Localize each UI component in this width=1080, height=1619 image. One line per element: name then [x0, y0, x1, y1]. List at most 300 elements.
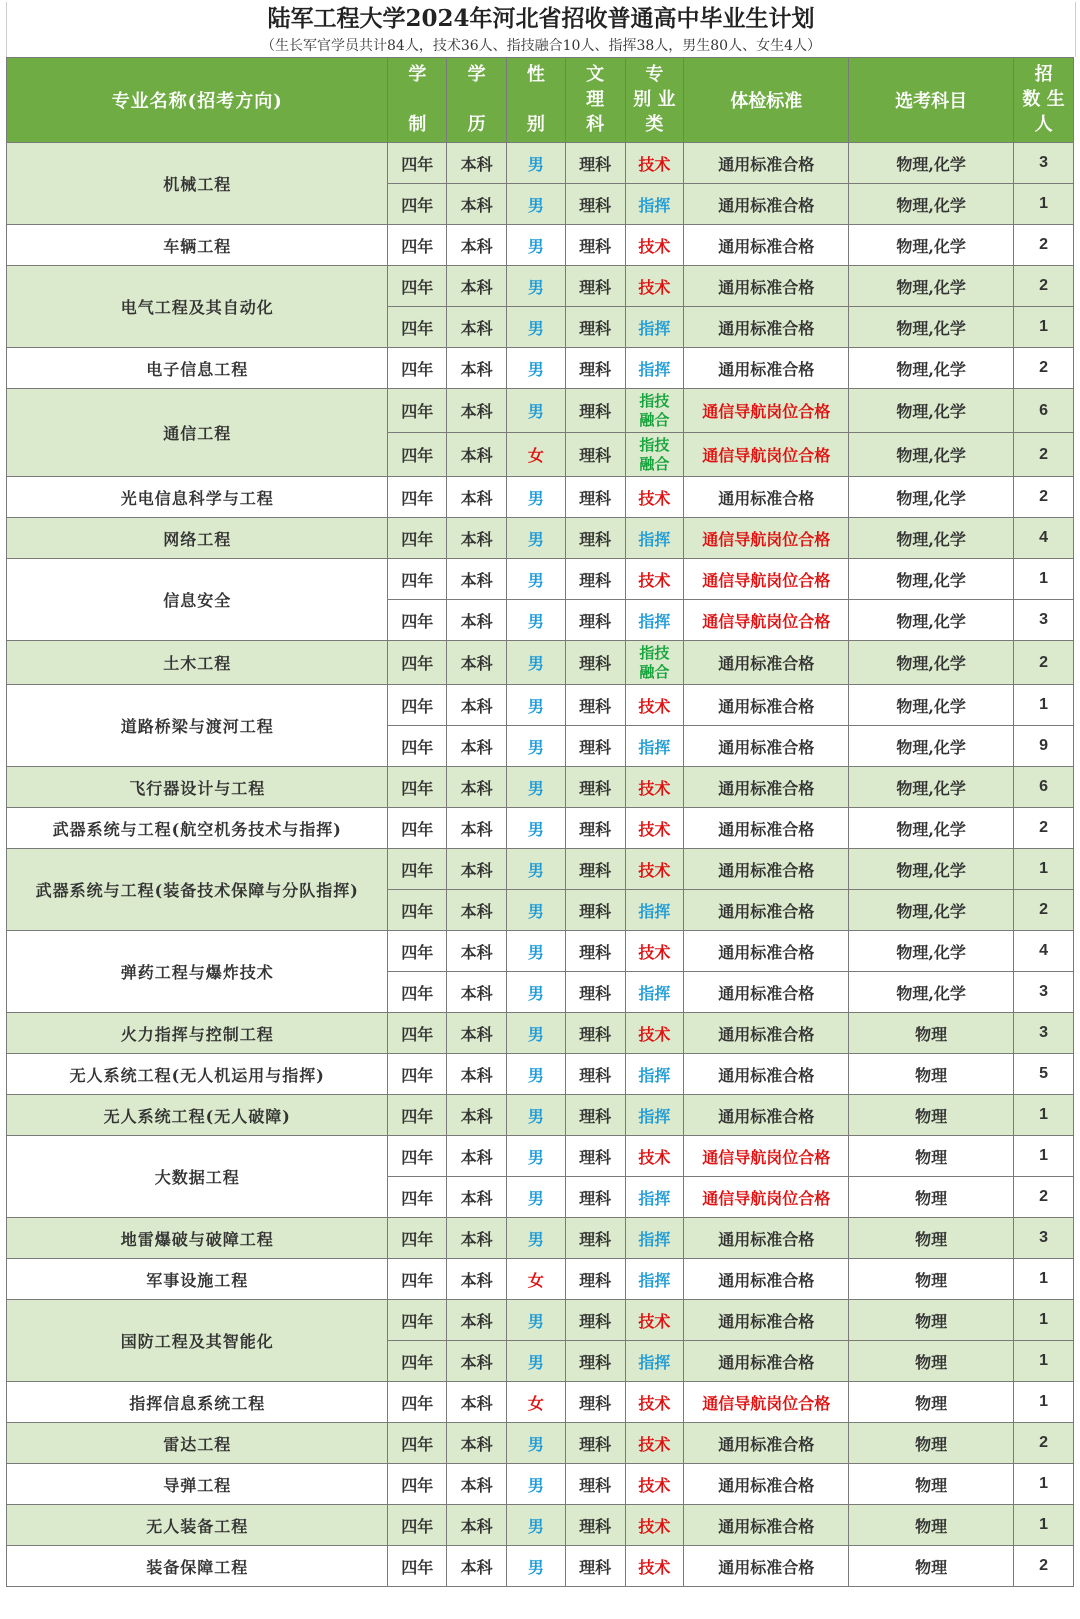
- cell-count: 4: [1014, 931, 1074, 972]
- header-count: [1014, 58, 1074, 143]
- cell-physical: 通用标准合格: [684, 184, 849, 225]
- table-body: [7, 143, 1074, 1587]
- cell-major: 装备保障工程: [7, 1546, 388, 1587]
- cell-category: 技术: [625, 1546, 684, 1587]
- cell-gender: 男: [506, 184, 565, 225]
- cell-track: 理科: [565, 348, 625, 389]
- cell-major: 电气工程及其自动化: [7, 266, 388, 348]
- cell-gender: 女: [506, 1382, 565, 1423]
- cell-category: [625, 433, 684, 477]
- table-row: [7, 518, 1074, 559]
- cell-category: 技术: [625, 767, 684, 808]
- cell-subjects: 物理,化学: [849, 559, 1014, 600]
- cell-subjects: 物理,化学: [849, 348, 1014, 389]
- cell-physical: 通用标准合格: [684, 225, 849, 266]
- cell-count: 1: [1014, 849, 1074, 890]
- cell-gender: 男: [506, 808, 565, 849]
- cell-physical: 通用标准合格: [684, 641, 849, 685]
- cell-length: 四年: [388, 1382, 447, 1423]
- header-degree-line-2: 历: [467, 114, 486, 135]
- cell-track: 理科: [565, 808, 625, 849]
- cell-track: 理科: [565, 518, 625, 559]
- cell-category: 技术: [625, 685, 684, 726]
- cell-major: 无人系统工程(无人机运用与指挥): [7, 1054, 388, 1095]
- cell-count: 1: [1014, 1341, 1074, 1382]
- cell-major: 光电信息科学与工程: [7, 477, 388, 518]
- cell-category: 技术: [625, 931, 684, 972]
- cell-major: 国防工程及其智能化: [7, 1300, 388, 1382]
- table-row: [7, 641, 1074, 685]
- table-row: [7, 1013, 1074, 1054]
- cell-degree: 本科: [447, 808, 507, 849]
- cell-count: 1: [1014, 559, 1074, 600]
- cell-degree: 本科: [447, 1136, 507, 1177]
- cell-category: 指挥: [625, 1218, 684, 1259]
- cell-gender: 男: [506, 518, 565, 559]
- cell-gender: 男: [506, 559, 565, 600]
- cell-subjects: 物理: [849, 1382, 1014, 1423]
- cell-gender: 男: [506, 225, 565, 266]
- table-row: [7, 1259, 1074, 1300]
- cell-length: 四年: [388, 477, 447, 518]
- cell-subjects: 物理,化学: [849, 143, 1014, 184]
- cell-count: 4: [1014, 518, 1074, 559]
- cell-degree: 本科: [447, 972, 507, 1013]
- cell-subjects: 物理,化学: [849, 389, 1014, 433]
- cell-subjects: 物理,化学: [849, 726, 1014, 767]
- cell-degree: 本科: [447, 767, 507, 808]
- page-title: 陆军工程大学2024年河北省招收普通高中毕业生计划: [6, 2, 1076, 36]
- cell-major: 电子信息工程: [7, 348, 388, 389]
- cell-gender: 男: [506, 348, 565, 389]
- cell-length: 四年: [388, 1259, 447, 1300]
- cell-gender: 男: [506, 307, 565, 348]
- cell-degree: 本科: [447, 1423, 507, 1464]
- table-row: [7, 143, 1074, 184]
- header-count-line-2: 数 生: [1022, 89, 1065, 110]
- cell-degree: 本科: [447, 890, 507, 931]
- cell-gender: 男: [506, 266, 565, 307]
- cell-gender: 男: [506, 1464, 565, 1505]
- cell-degree: 本科: [447, 1177, 507, 1218]
- cell-physical: 通用标准合格: [684, 1505, 849, 1546]
- cell-count: 1: [1014, 1259, 1074, 1300]
- cell-major: 导弹工程: [7, 1464, 388, 1505]
- cell-track: 理科: [565, 1136, 625, 1177]
- cell-major: 土木工程: [7, 641, 388, 685]
- table-row: [7, 1546, 1074, 1587]
- cell-major: 弹药工程与爆炸技术: [7, 931, 388, 1013]
- header-count-line-1: 招: [1034, 64, 1053, 85]
- cell-track: 理科: [565, 1505, 625, 1546]
- cell-subjects: 物理: [849, 1423, 1014, 1464]
- cell-physical: 通用标准合格: [684, 348, 849, 389]
- cell-category: 指挥: [625, 890, 684, 931]
- cell-major: 无人装备工程: [7, 1505, 388, 1546]
- cell-count: 3: [1014, 143, 1074, 184]
- cell-length: 四年: [388, 518, 447, 559]
- cell-track: 理科: [565, 1546, 625, 1587]
- cell-physical: 通用标准合格: [684, 1054, 849, 1095]
- cell-subjects: 物理,化学: [849, 849, 1014, 890]
- cell-physical: 通用标准合格: [684, 1013, 849, 1054]
- cell-category: 技术: [625, 849, 684, 890]
- cell-degree: 本科: [447, 931, 507, 972]
- cell-category: 指挥: [625, 726, 684, 767]
- cell-gender: 男: [506, 1546, 565, 1587]
- cell-length: 四年: [388, 389, 447, 433]
- cell-count: 1: [1014, 1382, 1074, 1423]
- table-row: [7, 808, 1074, 849]
- cell-length: 四年: [388, 348, 447, 389]
- cell-track: 理科: [565, 1300, 625, 1341]
- cell-physical: 通信导航岗位合格: [684, 600, 849, 641]
- cell-category: 技术: [625, 1013, 684, 1054]
- cell-subjects: 物理,化学: [849, 600, 1014, 641]
- cell-count: 2: [1014, 1177, 1074, 1218]
- header-degree-line-1: 学: [467, 64, 486, 85]
- cell-category-line: 融合: [639, 454, 670, 473]
- cell-count: 2: [1014, 890, 1074, 931]
- table-row: [7, 931, 1074, 972]
- cell-subjects: 物理: [849, 1054, 1014, 1095]
- cell-length: 四年: [388, 1505, 447, 1546]
- cell-category: 技术: [625, 143, 684, 184]
- cell-category-line: 指技: [639, 391, 670, 410]
- cell-degree: 本科: [447, 307, 507, 348]
- cell-length: 四年: [388, 1177, 447, 1218]
- cell-degree: 本科: [447, 1382, 507, 1423]
- cell-major: 大数据工程: [7, 1136, 388, 1218]
- cell-count: 1: [1014, 307, 1074, 348]
- cell-length: 四年: [388, 1054, 447, 1095]
- cell-degree: 本科: [447, 726, 507, 767]
- table-row: [7, 1095, 1074, 1136]
- enrollment-plan-table: [6, 57, 1074, 1587]
- cell-gender: 男: [506, 1341, 565, 1382]
- cell-subjects: 物理,化学: [849, 972, 1014, 1013]
- cell-subjects: 物理: [849, 1341, 1014, 1382]
- header-length: [388, 58, 447, 143]
- cell-gender: 男: [506, 972, 565, 1013]
- cell-gender: 女: [506, 1259, 565, 1300]
- cell-degree: 本科: [447, 225, 507, 266]
- cell-subjects: 物理,化学: [849, 685, 1014, 726]
- cell-length: 四年: [388, 225, 447, 266]
- cell-subjects: 物理,化学: [849, 890, 1014, 931]
- cell-length: 四年: [388, 600, 447, 641]
- cell-length: 四年: [388, 433, 447, 477]
- table-row: [7, 1423, 1074, 1464]
- cell-length: 四年: [388, 1095, 447, 1136]
- cell-track: 理科: [565, 1341, 625, 1382]
- cell-subjects: 物理,化学: [849, 641, 1014, 685]
- cell-track: 理科: [565, 600, 625, 641]
- header-physical: 体检标准: [684, 58, 849, 143]
- cell-subjects: 物理: [849, 1136, 1014, 1177]
- cell-physical: 通用标准合格: [684, 1546, 849, 1587]
- cell-physical: 通用标准合格: [684, 726, 849, 767]
- table-row: [7, 1382, 1074, 1423]
- cell-major: 火力指挥与控制工程: [7, 1013, 388, 1054]
- table-row: [7, 477, 1074, 518]
- cell-track: 理科: [565, 931, 625, 972]
- cell-count: 2: [1014, 808, 1074, 849]
- cell-count: 1: [1014, 1136, 1074, 1177]
- cell-subjects: 物理: [849, 1464, 1014, 1505]
- cell-category: 技术: [625, 559, 684, 600]
- cell-length: 四年: [388, 849, 447, 890]
- cell-track: 理科: [565, 433, 625, 477]
- page-subtitle: （生长军官学员共计84人，技术36人、指技融合10人、指挥38人，男生80人、女生4人）: [6, 36, 1076, 57]
- cell-count: 2: [1014, 477, 1074, 518]
- cell-physical: 通用标准合格: [684, 767, 849, 808]
- cell-major: 道路桥梁与渡河工程: [7, 685, 388, 767]
- cell-category: 指挥: [625, 348, 684, 389]
- cell-category: 指挥: [625, 184, 684, 225]
- cell-degree: 本科: [447, 1013, 507, 1054]
- cell-count: 2: [1014, 1546, 1074, 1587]
- cell-major: 指挥信息系统工程: [7, 1382, 388, 1423]
- cell-count: 3: [1014, 1013, 1074, 1054]
- header-track-line-3: 科: [586, 114, 605, 135]
- cell-count: 6: [1014, 767, 1074, 808]
- cell-count: 2: [1014, 225, 1074, 266]
- cell-gender: 男: [506, 477, 565, 518]
- cell-count: 2: [1014, 433, 1074, 477]
- cell-category: [625, 641, 684, 685]
- header-category-line-2: 别 业: [633, 89, 676, 110]
- cell-major: 通信工程: [7, 389, 388, 477]
- cell-length: 四年: [388, 307, 447, 348]
- cell-track: 理科: [565, 389, 625, 433]
- cell-category: 技术: [625, 1300, 684, 1341]
- cell-subjects: 物理: [849, 1505, 1014, 1546]
- cell-physical: 通信导航岗位合格: [684, 1382, 849, 1423]
- header-length-line-1: 学: [408, 64, 427, 85]
- header-track-line-2: 理: [586, 89, 605, 110]
- cell-count: 2: [1014, 348, 1074, 389]
- cell-gender: 男: [506, 1423, 565, 1464]
- cell-subjects: 物理,化学: [849, 931, 1014, 972]
- cell-degree: 本科: [447, 1546, 507, 1587]
- cell-category-line: 融合: [639, 410, 670, 429]
- cell-track: 理科: [565, 767, 625, 808]
- cell-subjects: 物理,化学: [849, 433, 1014, 477]
- cell-physical: 通用标准合格: [684, 477, 849, 518]
- cell-length: 四年: [388, 184, 447, 225]
- cell-count: 1: [1014, 1095, 1074, 1136]
- table-row: [7, 266, 1074, 307]
- header-category-line-3: 类: [645, 114, 664, 135]
- cell-count: 1: [1014, 184, 1074, 225]
- cell-subjects: 物理,化学: [849, 266, 1014, 307]
- table-row: [7, 389, 1074, 433]
- cell-count: 1: [1014, 685, 1074, 726]
- cell-track: 理科: [565, 1177, 625, 1218]
- cell-subjects: 物理: [849, 1300, 1014, 1341]
- cell-degree: 本科: [447, 1505, 507, 1546]
- cell-category: [625, 389, 684, 433]
- cell-degree: 本科: [447, 1341, 507, 1382]
- cell-physical: 通用标准合格: [684, 685, 849, 726]
- table-row: [7, 225, 1074, 266]
- table-header-row: [7, 58, 1074, 143]
- cell-gender: 男: [506, 641, 565, 685]
- cell-count: 2: [1014, 266, 1074, 307]
- cell-length: 四年: [388, 1218, 447, 1259]
- cell-gender: 男: [506, 1218, 565, 1259]
- cell-degree: 本科: [447, 1054, 507, 1095]
- cell-length: 四年: [388, 1464, 447, 1505]
- table-row: [7, 559, 1074, 600]
- cell-track: 理科: [565, 972, 625, 1013]
- cell-length: 四年: [388, 1013, 447, 1054]
- cell-physical: 通信导航岗位合格: [684, 433, 849, 477]
- cell-category-line: 融合: [639, 662, 670, 681]
- cell-major: 地雷爆破与破障工程: [7, 1218, 388, 1259]
- header-gender-line-1: 性: [526, 64, 545, 85]
- cell-category: 技术: [625, 1505, 684, 1546]
- cell-category: 指挥: [625, 600, 684, 641]
- cell-count: 1: [1014, 1300, 1074, 1341]
- cell-category: 技术: [625, 1136, 684, 1177]
- cell-category-line: 指技: [639, 435, 670, 454]
- cell-gender: 男: [506, 890, 565, 931]
- cell-count: 5: [1014, 1054, 1074, 1095]
- cell-count: 2: [1014, 1423, 1074, 1464]
- cell-track: 理科: [565, 1464, 625, 1505]
- cell-length: 四年: [388, 641, 447, 685]
- header-category: [625, 58, 684, 143]
- cell-category: 指挥: [625, 1259, 684, 1300]
- cell-degree: 本科: [447, 1300, 507, 1341]
- table-row: [7, 1054, 1074, 1095]
- cell-length: 四年: [388, 931, 447, 972]
- cell-major: 车辆工程: [7, 225, 388, 266]
- cell-count: 6: [1014, 389, 1074, 433]
- cell-subjects: 物理: [849, 1218, 1014, 1259]
- cell-count: 1: [1014, 1464, 1074, 1505]
- cell-physical: 通用标准合格: [684, 849, 849, 890]
- cell-major: 无人系统工程(无人破障): [7, 1095, 388, 1136]
- cell-major: 信息安全: [7, 559, 388, 641]
- cell-physical: 通用标准合格: [684, 972, 849, 1013]
- cell-subjects: 物理: [849, 1013, 1014, 1054]
- cell-length: 四年: [388, 767, 447, 808]
- header-category-line-1: 专: [645, 64, 664, 85]
- cell-category: 技术: [625, 477, 684, 518]
- cell-category-line: 指技: [639, 643, 670, 662]
- cell-track: 理科: [565, 307, 625, 348]
- cell-degree: 本科: [447, 849, 507, 890]
- cell-physical: 通用标准合格: [684, 1095, 849, 1136]
- cell-track: 理科: [565, 143, 625, 184]
- cell-major: 机械工程: [7, 143, 388, 225]
- cell-gender: 男: [506, 931, 565, 972]
- table-row: [7, 1505, 1074, 1546]
- cell-category: 指挥: [625, 307, 684, 348]
- header-gender: [506, 58, 565, 143]
- cell-gender: 男: [506, 1054, 565, 1095]
- cell-category: 指挥: [625, 1177, 684, 1218]
- cell-gender: 男: [506, 1505, 565, 1546]
- cell-gender: 男: [506, 389, 565, 433]
- cell-category: 指挥: [625, 1095, 684, 1136]
- table-row: [7, 685, 1074, 726]
- cell-gender: 男: [506, 767, 565, 808]
- cell-physical: 通用标准合格: [684, 1464, 849, 1505]
- cell-subjects: 物理,化学: [849, 767, 1014, 808]
- cell-subjects: 物理,化学: [849, 808, 1014, 849]
- cell-degree: 本科: [447, 184, 507, 225]
- cell-track: 理科: [565, 1423, 625, 1464]
- cell-track: 理科: [565, 641, 625, 685]
- cell-physical: 通用标准合格: [684, 266, 849, 307]
- cell-count: 1: [1014, 1505, 1074, 1546]
- cell-category: 指挥: [625, 518, 684, 559]
- cell-major: 武器系统与工程(航空机务技术与指挥): [7, 808, 388, 849]
- cell-subjects: 物理: [849, 1259, 1014, 1300]
- cell-major: 武器系统与工程(装备技术保障与分队指挥): [7, 849, 388, 931]
- cell-degree: 本科: [447, 559, 507, 600]
- cell-gender: 男: [506, 726, 565, 767]
- cell-track: 理科: [565, 1382, 625, 1423]
- cell-gender: 男: [506, 600, 565, 641]
- cell-degree: 本科: [447, 641, 507, 685]
- cell-physical: 通用标准合格: [684, 931, 849, 972]
- header-major: 专业名称(招考方向): [7, 58, 388, 143]
- cell-length: 四年: [388, 726, 447, 767]
- cell-count: 3: [1014, 1218, 1074, 1259]
- cell-subjects: 物理: [849, 1177, 1014, 1218]
- cell-subjects: 物理,化学: [849, 184, 1014, 225]
- header-track: [565, 58, 625, 143]
- cell-physical: 通用标准合格: [684, 307, 849, 348]
- table-row: [7, 849, 1074, 890]
- cell-length: 四年: [388, 808, 447, 849]
- cell-length: 四年: [388, 1423, 447, 1464]
- table-row: [7, 1218, 1074, 1259]
- cell-degree: 本科: [447, 685, 507, 726]
- cell-major: 军事设施工程: [7, 1259, 388, 1300]
- cell-track: 理科: [565, 1054, 625, 1095]
- cell-gender: 男: [506, 1300, 565, 1341]
- cell-physical: 通用标准合格: [684, 1341, 849, 1382]
- cell-gender: 男: [506, 143, 565, 184]
- cell-category: 指挥: [625, 1054, 684, 1095]
- cell-major: 飞行器设计与工程: [7, 767, 388, 808]
- cell-gender: 男: [506, 685, 565, 726]
- cell-count: 3: [1014, 600, 1074, 641]
- cell-count: 3: [1014, 972, 1074, 1013]
- cell-length: 四年: [388, 1341, 447, 1382]
- cell-subjects: 物理,化学: [849, 225, 1014, 266]
- cell-physical: 通用标准合格: [684, 890, 849, 931]
- cell-track: 理科: [565, 184, 625, 225]
- cell-track: 理科: [565, 726, 625, 767]
- cell-category: 技术: [625, 1464, 684, 1505]
- cell-category: 技术: [625, 1382, 684, 1423]
- cell-track: 理科: [565, 1095, 625, 1136]
- cell-track: 理科: [565, 225, 625, 266]
- cell-length: 四年: [388, 1136, 447, 1177]
- table-row: [7, 1136, 1074, 1177]
- cell-track: 理科: [565, 849, 625, 890]
- cell-gender: 男: [506, 1013, 565, 1054]
- cell-subjects: 物理,化学: [849, 518, 1014, 559]
- cell-degree: 本科: [447, 1218, 507, 1259]
